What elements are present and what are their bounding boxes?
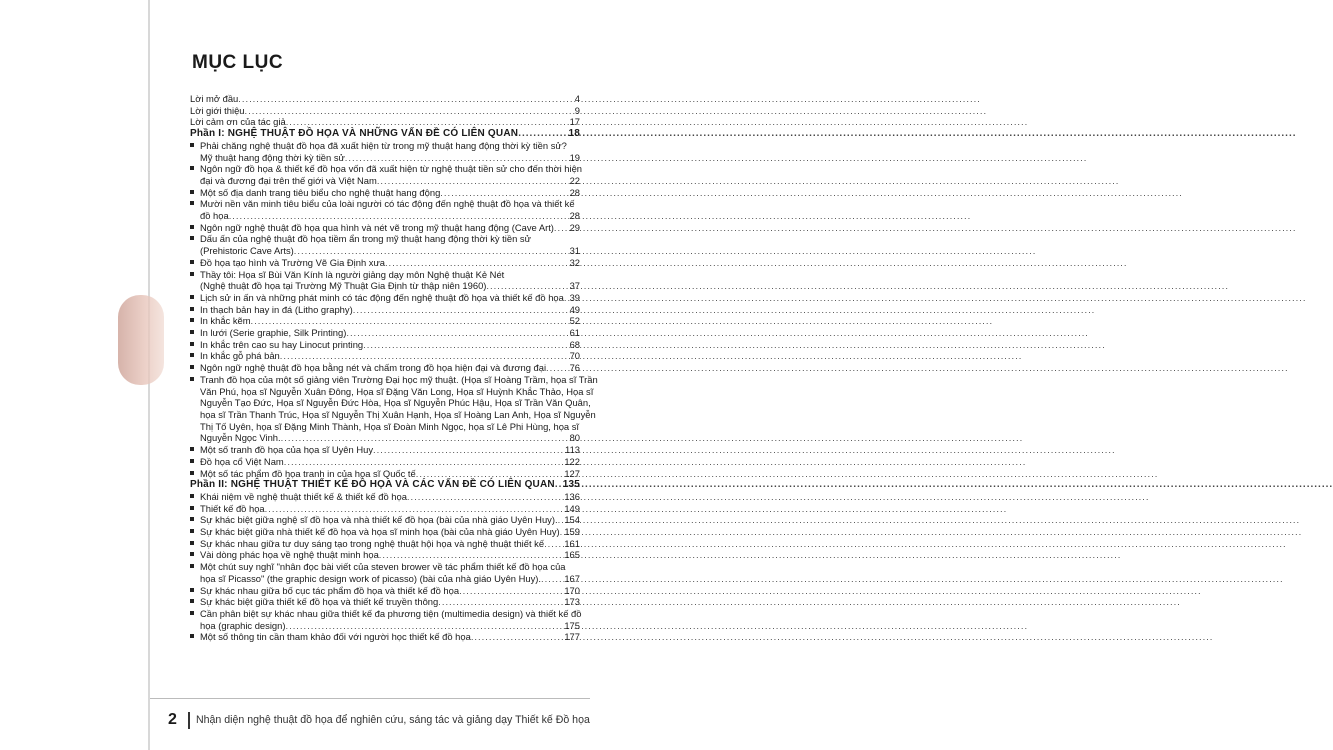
toc-entry	[190, 105, 582, 117]
square-bullet-icon	[190, 447, 194, 451]
dot-leader	[373, 444, 1116, 456]
toc-entry-text: Một số địa danh trang tiêu biểu cho nghệ thuật hang động	[200, 186, 441, 198]
toc-entry-text: Sự khác biệt giữa nghệ sĩ đồ họa và nhà thiết kế đồ họa (bài của nhà giáo Uyên Huy).	[200, 514, 558, 526]
toc-entry-text: Thiết kế đồ họa	[200, 502, 265, 514]
toc-part-heading	[190, 128, 582, 140]
square-bullet-icon	[190, 236, 194, 240]
toc-entry	[190, 327, 582, 339]
dot-leader	[518, 128, 1296, 140]
toc-entry-text: In khắc gỗ phá bản	[200, 350, 280, 362]
toc-entry-text: Khái niệm về nghệ thuật thiết kế & thiết kế đồ họa	[200, 490, 407, 502]
dot-leader	[286, 116, 1029, 128]
toc-entry-text: Phải chăng nghệ thuật đồ họa đã xuất hiện từ trong mỹ thuật hang động thời kỳ tiền sử?	[200, 139, 567, 151]
toc-entry-text: Ngôn ngữ nghệ thuật đồ họa bằng nét và chấm trong đồ họa hiện đại và đương đại	[200, 362, 547, 374]
toc-entry-text: Mỹ thuật hang động thời kỳ tiền sử	[200, 151, 345, 163]
toc-entry	[190, 163, 582, 186]
square-bullet-icon	[190, 494, 194, 498]
dot-leader	[554, 222, 1297, 234]
toc-entry-text: Tranh đồ họa của một số giảng viên Trường Đại học mỹ thuật. (Họa sĩ Hoàng Trầm, họa sĩ Trần	[200, 373, 598, 385]
dot-leader	[285, 620, 1028, 632]
toc-entry-text: Văn Phú, họa sĩ Nguyễn Xuân Đông, Họa sĩ Đặng Văn Long, Họa sĩ Huỳnh Khắc Thảo, Họa sĩ	[200, 385, 594, 397]
toc-entry	[190, 350, 582, 362]
toc-page-number: 135	[562, 479, 580, 491]
toc-entry-text: Phần II: NGHỆ THUẬT THIẾT KẾ ĐỒ HỌA VÀ CÁC VẤN ĐỀ CÓ LIÊN QUAN	[190, 479, 555, 491]
toc-page-number: 29	[569, 221, 580, 233]
toc-entry-text: In khắc kẽm	[200, 315, 251, 327]
square-bullet-icon	[190, 225, 194, 229]
square-bullet-icon	[190, 307, 194, 311]
toc-entry-text: Nguyễn Ngọc Vinh.	[200, 432, 281, 444]
dot-leader	[555, 479, 1333, 491]
dot-leader	[440, 187, 1183, 199]
toc-entry-text: Một số tranh đồ họa của họa sĩ Uyên Huy	[200, 444, 374, 456]
toc-page-number: 167	[564, 572, 580, 584]
toc-entry-text: Vài dòng phác họa về nghệ thuật minh họa	[200, 549, 379, 561]
toc-entry	[190, 116, 582, 128]
toc-entry	[190, 631, 582, 643]
toc-entry-text: In thạch bản hay in đá (Litho graphy)	[200, 303, 353, 315]
toc-page-number: 17	[569, 116, 580, 128]
toc-entry-text: họa sĩ Trần Thanh Trúc, Họa sĩ Nguyễn Thị Xuân Hạnh, Họa sĩ Hoàng Lan Anh, Họa sĩ Nguyễn	[200, 408, 596, 420]
toc-page-number: 161	[564, 537, 580, 549]
toc-entry	[190, 292, 582, 304]
footer-separator	[188, 712, 190, 729]
square-bullet-icon	[190, 564, 194, 568]
toc-entry	[190, 468, 582, 480]
toc-page-number: 49	[569, 303, 580, 315]
square-bullet-icon	[190, 201, 194, 205]
toc-entry-text: đồ họa	[200, 210, 229, 222]
square-bullet-icon	[190, 330, 194, 334]
dot-leader	[363, 339, 1106, 351]
dot-leader	[544, 538, 1287, 550]
toc-entry-text: Thầy tôi: Họa sĩ Bùi Văn Kính là người giảng dạy môn Nghệ thuật Kẻ Nét	[200, 268, 505, 280]
toc-page-number: 28	[569, 210, 580, 222]
dot-leader	[229, 210, 972, 222]
toc-page-number: 39	[569, 291, 580, 303]
footer-running-title: Nhận diện nghệ thuật đồ họa để nghiên cứu, sáng tác và giảng dạy Thiết kế Đồ họa	[196, 714, 590, 726]
toc-page-number: 113	[565, 444, 580, 456]
square-bullet-icon	[190, 599, 194, 603]
toc-entry	[190, 198, 582, 221]
toc-page-number: 76	[569, 362, 580, 374]
dot-leader	[238, 93, 981, 105]
dot-leader	[564, 292, 1307, 304]
dot-leader	[284, 456, 1027, 468]
square-bullet-icon	[190, 272, 194, 276]
square-bullet-icon	[190, 529, 194, 533]
toc-entry	[190, 491, 582, 503]
dot-leader	[379, 549, 1122, 561]
toc-entry	[190, 222, 582, 234]
toc-entry-text: Thị Tố Uyên, họa sĩ Đặng Minh Thành, Họa sĩ Đoàn Minh Ngọc, họa sĩ Lê Phi Hùng, họa sĩ	[200, 420, 580, 432]
dot-leader	[345, 152, 1088, 164]
toc-entry	[190, 257, 582, 269]
toc-entry-text: Ngôn ngữ nghệ thuật đồ họa qua hình và nét vẽ trong mỹ thuật hang động (Cave Art)	[200, 221, 554, 233]
toc-entry-text: (Nghệ thuật đồ họa tại Trường Mỹ Thuật Gia Định từ thập niên 1960)	[200, 280, 487, 292]
toc-page-number: 31	[569, 245, 580, 257]
toc-entry-text: Sự khác biệt giữa thiết kế đồ họa và thiết kế truyền thông	[200, 596, 439, 608]
toc-page-number: 80	[569, 432, 580, 444]
square-bullet-icon	[190, 377, 194, 381]
toc-entry-text: Mười nền văn minh tiêu biểu của loài người có tác động đến nghệ thuật đồ họa và thiết kế	[200, 198, 575, 210]
toc-page-number: 9	[574, 104, 580, 116]
toc-entry-text: (Prehistoric Cave Arts)	[200, 245, 294, 257]
square-bullet-icon	[190, 342, 194, 346]
toc-page-number: 170	[564, 584, 580, 596]
toc-page-number: 165	[564, 549, 580, 561]
square-bullet-icon	[190, 611, 194, 615]
toc-entry	[190, 315, 582, 327]
page-title: MỤC LỤC	[192, 52, 284, 73]
toc-page-number: 149	[564, 502, 580, 514]
dot-leader	[294, 245, 1037, 257]
toc-entry-text: đại và đương đại trên thế giới và Việt Nam	[200, 174, 377, 186]
dot-leader	[245, 105, 988, 117]
toc-entry-text: Lời giới thiệu	[190, 104, 245, 116]
square-bullet-icon	[190, 365, 194, 369]
toc-page-number: 177	[564, 631, 580, 643]
toc-page-number: 52	[569, 315, 580, 327]
toc-entry	[190, 561, 582, 584]
toc-entry	[190, 538, 582, 550]
dot-leader	[560, 526, 1303, 538]
toc-page-number: 32	[569, 256, 580, 268]
toc-entry-text: Một số thông tin cần tham khảo đối với người học thiết kế đồ họa	[200, 631, 471, 643]
dot-leader	[280, 350, 1023, 362]
toc-entry-text: In lưới (Serie graphie, Silk Printing)	[200, 327, 347, 339]
dot-leader	[541, 573, 1284, 585]
dot-leader	[471, 631, 1214, 643]
dot-leader	[385, 257, 1128, 269]
thumb-finger	[118, 295, 164, 385]
toc-entry-text: In khắc trên cao su hay Linocut printing	[200, 338, 364, 350]
toc-page-number: 37	[569, 280, 580, 292]
toc-entry-text: Đồ họa cổ Việt Nam	[200, 455, 284, 467]
dot-leader	[346, 327, 1089, 339]
dot-leader	[353, 304, 1096, 316]
toc-entry	[190, 187, 582, 199]
toc-entry-text: Phần I: NGHỆ THUẬT ĐỒ HỌA VÀ NHỮNG VẤN ĐỀ CÓ LIÊN QUAN	[190, 128, 519, 140]
dot-leader	[377, 175, 1120, 187]
toc-entry	[190, 585, 582, 597]
toc-entry	[190, 140, 582, 163]
dot-leader	[558, 514, 1301, 526]
dot-leader	[407, 491, 1150, 503]
toc-page-number: 136	[564, 490, 580, 502]
toc-entry	[190, 339, 582, 351]
dot-leader	[251, 315, 994, 327]
footer-divider	[150, 698, 590, 699]
toc-page-number: 127	[564, 467, 580, 479]
square-bullet-icon	[190, 353, 194, 357]
toc-page-number: 70	[569, 350, 580, 362]
toc-entry	[190, 456, 582, 468]
toc-part-heading	[190, 479, 582, 491]
table-of-contents	[190, 93, 598, 643]
footer-page-number: 2	[168, 711, 177, 728]
toc-entry-text: Sự khác nhau giữa bố cục tác phẩm đồ họa và thiết kế đồ họa	[200, 584, 460, 596]
toc-entry-text: Cần phân biệt sự khác nhau giữa thiết kế đa phương tiện (multimedia design) và thiết kế đồ	[200, 607, 582, 619]
toc-page-number: 18	[568, 128, 580, 140]
toc-entry-text: Sự khác biệt giữa nhà thiết kế đồ họa và họa sĩ minh họa (bài của nhà giáo Uyên Huy)	[200, 526, 560, 538]
toc-entry	[190, 304, 582, 316]
toc-entry-text: Nguyễn Tạo Đức, Họa sĩ Nguyễn Đức Hòa, Họa sĩ Nguyễn Phúc Hậu, Họa sĩ Trần Văn Quân,	[200, 397, 591, 409]
square-bullet-icon	[190, 541, 194, 545]
toc-page-number: 122	[564, 455, 580, 467]
square-bullet-icon	[190, 588, 194, 592]
square-bullet-icon	[190, 295, 194, 299]
square-bullet-icon	[190, 634, 194, 638]
toc-entry-text: Lịch sử in ấn và những phát minh có tác động đến nghệ thuật đồ họa và thiết kế đồ họa	[200, 291, 564, 303]
toc-page-number: 173	[564, 596, 580, 608]
toc-entry	[190, 596, 582, 608]
toc-entry	[190, 233, 582, 256]
toc-entry-text: Sự khác nhau giữa tư duy sáng tạo trong nghệ thuật hội họa và nghệ thuật thiết kế	[200, 537, 545, 549]
square-bullet-icon	[190, 471, 194, 475]
toc-page-number: 19	[569, 151, 580, 163]
toc-entry-text: Một chút suy nghĩ "nhân đọc bài viết của steven brower về tác phẩm thiết kế đồ họa của	[200, 561, 566, 573]
toc-entry-text: Lời cảm ơn của tác giả	[190, 116, 286, 128]
toc-entry	[190, 514, 582, 526]
dot-leader	[265, 503, 1008, 515]
toc-entry-text: Lời mở đầu	[190, 93, 239, 104]
toc-page-number: 61	[569, 327, 580, 339]
square-bullet-icon	[190, 318, 194, 322]
dot-leader	[281, 432, 1024, 444]
toc-entry	[190, 373, 598, 444]
toc-entry	[190, 269, 582, 292]
square-bullet-icon	[190, 517, 194, 521]
dot-leader	[416, 468, 1159, 480]
toc-entry	[190, 608, 582, 631]
toc-entry-text: họa (graphic design)	[200, 619, 286, 631]
toc-entry	[190, 549, 582, 561]
toc-entry	[190, 444, 582, 456]
toc-entry-text: Một số tác phẩm đồ họa tranh in của họa sĩ Quốc tế	[200, 467, 416, 479]
square-bullet-icon	[190, 143, 194, 147]
toc-entry-text: Đồ họa tạo hình và Trường Vẽ Gia Định xưa	[200, 256, 385, 268]
dot-leader	[546, 362, 1289, 374]
toc-page-number: 68	[569, 338, 580, 350]
toc-entry	[190, 93, 582, 105]
toc-page-number: 154	[564, 514, 580, 526]
toc-page-number: 159	[564, 526, 580, 538]
dot-leader	[486, 280, 1229, 292]
toc-entry-text: Dấu ấn của nghệ thuật đồ họa tiềm ẩn trong mỹ thuật hang động thời kỳ tiền sử	[200, 233, 531, 245]
toc-entry	[190, 503, 582, 515]
square-bullet-icon	[190, 166, 194, 170]
toc-page-number: 22	[569, 174, 580, 186]
toc-page-number: 175	[564, 619, 580, 631]
square-bullet-icon	[190, 552, 194, 556]
square-bullet-icon	[190, 190, 194, 194]
toc-entry	[190, 362, 582, 374]
square-bullet-icon	[190, 260, 194, 264]
toc-entry-text: họa sĩ Picasso" (the graphic design work of picasso) (bài của nhà giáo Uyên Huy).	[200, 572, 542, 584]
square-bullet-icon	[190, 506, 194, 510]
toc-entry-text: Ngôn ngữ đồ họa & thiết kế đồ họa vốn đã xuất hiện từ nghệ thuật tiền sử cho đến thời hiện	[200, 163, 583, 175]
toc-page-number: 4	[574, 93, 580, 104]
square-bullet-icon	[190, 459, 194, 463]
toc-entry	[190, 526, 582, 538]
dot-leader	[438, 596, 1181, 608]
toc-page-number: 28	[569, 186, 580, 198]
